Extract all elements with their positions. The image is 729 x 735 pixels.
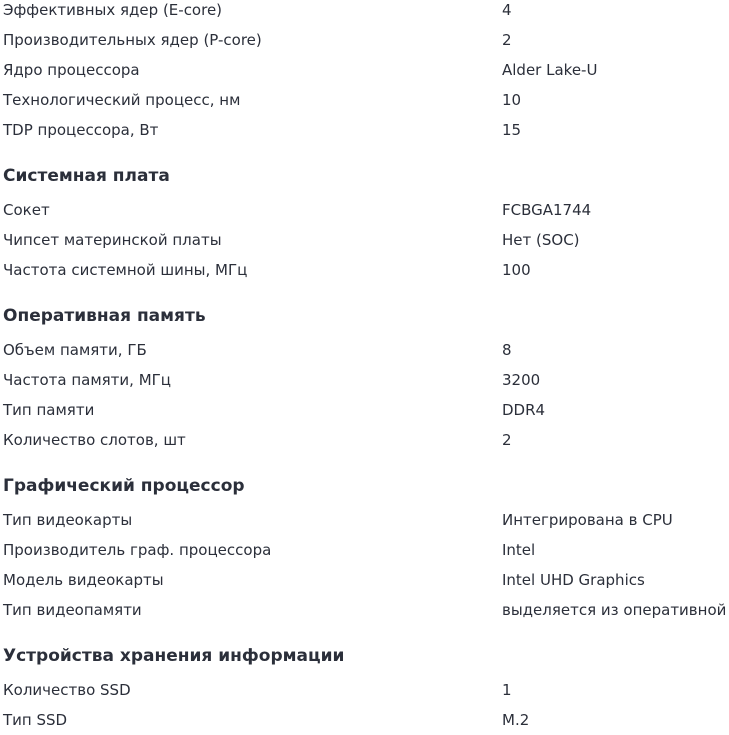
spec-value: 1	[502, 681, 512, 699]
spec-row-gpu-type	[0, 505, 729, 535]
spec-value: 100	[502, 261, 531, 279]
section-title-ram: Оперативная память	[3, 306, 206, 326]
section-title-storage: Устройства хранения информации	[3, 646, 345, 666]
spec-value: 10	[502, 91, 522, 109]
spec-value: Интегрирована в CPU	[502, 511, 673, 529]
spec-label: Тип видеопамяти	[3, 601, 142, 619]
spec-row-ssd-count	[0, 675, 729, 705]
spec-value: 15	[502, 121, 522, 139]
spec-value: Alder Lake-U	[502, 61, 598, 79]
spec-label: Сокет	[3, 201, 50, 219]
spec-row-ram-size	[0, 335, 729, 365]
spec-value: DDR4	[502, 401, 546, 419]
spec-label: Эффективных ядер (E-core)	[3, 1, 223, 19]
spec-value: выделяется из оперативной	[502, 601, 727, 619]
spec-label: Частота памяти, МГц	[3, 371, 171, 389]
spec-row-ram-frequency	[0, 365, 729, 395]
spec-row-e-cores	[0, 0, 729, 25]
spec-row-cpu-core	[0, 55, 729, 85]
spec-row-bus-frequency	[0, 255, 729, 285]
spec-row-chipset	[0, 225, 729, 255]
spec-row-ssd-type	[0, 705, 729, 735]
spec-row-gpu-model	[0, 565, 729, 595]
spec-value: FCBGA1744	[502, 201, 592, 219]
spec-value: 2	[502, 431, 512, 449]
spec-row-p-cores	[0, 25, 729, 55]
spec-row-tdp	[0, 115, 729, 145]
spec-value: 4	[502, 1, 512, 19]
spec-label: Чипсет материнской платы	[3, 231, 222, 249]
spec-row-ram-type	[0, 395, 729, 425]
spec-value: 8	[502, 341, 512, 359]
spec-value: 3200	[502, 371, 541, 389]
spec-label: Количество слотов, шт	[3, 431, 186, 449]
spec-label: Тип SSD	[3, 711, 68, 729]
spec-row-ram-slots	[0, 425, 729, 455]
spec-label: Технологический процесс, нм	[3, 91, 241, 109]
spec-row-process-node	[0, 85, 729, 115]
spec-label: TDP процессора, Вт	[3, 121, 159, 139]
section-title-gpu: Графический процессор	[3, 476, 245, 496]
spec-label: Тип видеокарты	[3, 511, 133, 529]
spec-label: Количество SSD	[3, 681, 131, 699]
spec-value: M.2	[502, 711, 530, 729]
spec-label: Тип памяти	[3, 401, 95, 419]
spec-row-vram-type	[0, 595, 729, 625]
spec-label: Производитель граф. процессора	[3, 541, 272, 559]
spec-value: Нет (SOC)	[502, 231, 580, 249]
section-title-motherboard: Системная плата	[3, 166, 170, 186]
spec-row-gpu-vendor	[0, 535, 729, 565]
spec-label: Частота системной шины, МГц	[3, 261, 248, 279]
spec-value: Intel UHD Graphics	[502, 571, 645, 589]
spec-label: Объем памяти, ГБ	[3, 341, 147, 359]
spec-label: Модель видеокарты	[3, 571, 164, 589]
spec-row-socket	[0, 195, 729, 225]
spec-label: Ядро процессора	[3, 61, 140, 79]
spec-value: 2	[502, 31, 512, 49]
spec-label: Производительных ядер (P-core)	[3, 31, 262, 49]
spec-value: Intel	[502, 541, 536, 559]
